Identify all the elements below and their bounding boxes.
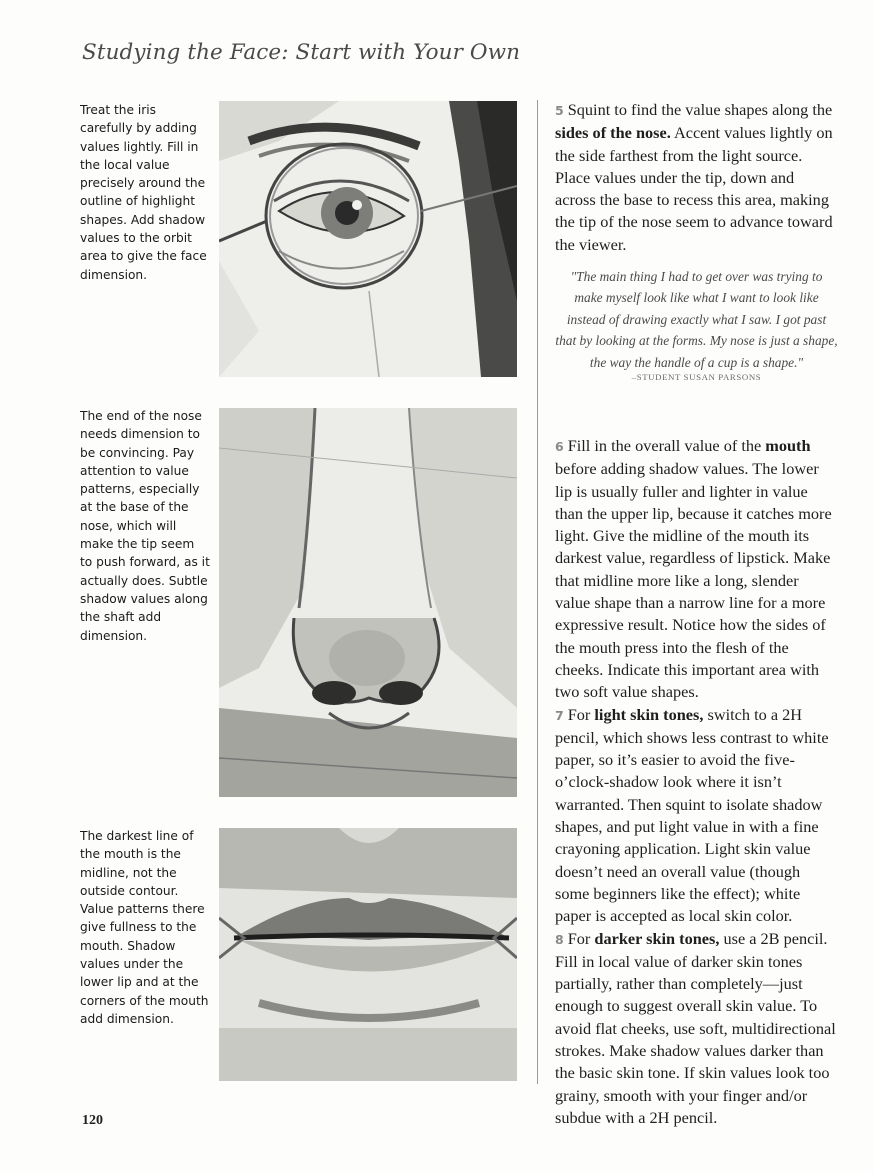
eye-sketch-image xyxy=(219,101,517,377)
step-text: Squint to find the value shapes along the xyxy=(567,100,833,119)
student-quote: "The main thing I had to get over was trying to make myself look like what I want to look like instead of drawing exactly what I saw. I got past that by looking at the forms. My nose is just a shape, the way the handle of a cup is a shape." xyxy=(555,269,838,370)
steps-6-8 xyxy=(555,435,838,1129)
step-number: 5 xyxy=(555,103,564,118)
nose-sketch-image xyxy=(219,408,517,797)
step-text: use a 2B pencil. Fill in local value of darker skin tones partially, rather than completely—just enough to suggest overall skin value. To avoid flat cheeks, use soft, multidirectional strokes. Make shadow values darker than the basic skin tone. If skin values look too grainy, smooth with your finger and/or subdue with a 2H pencil. xyxy=(555,928,836,1127)
step-text: before adding shadow values. The lower lip is usually fuller and lighter in value than the upper lip, because it catches more light. Give the midline of the mouth its darkest value, regardless of lipstick. Make that midline more like a long, slender value shape than a narrow line for a more expressive result. Notice how the sides of the mouth press into the flesh of the cheeks. Indicate this important area with two soft value shapes. xyxy=(555,459,832,702)
step-emphasis: light skin tones, xyxy=(594,704,704,724)
step-7-paragraph xyxy=(555,704,838,928)
step-emphasis: sides of the nose. xyxy=(555,123,671,143)
step-emphasis: mouth xyxy=(765,436,811,455)
column-divider xyxy=(537,100,538,1084)
step-number: 8 xyxy=(555,931,564,947)
step-5-paragraph xyxy=(555,99,838,256)
nose-caption: The end of the nose needs dimension to be convincing. Pay attention to value patterns, especially at the base of the nose, which will make the tip seem to push forward, as it actually does. Subtle shadow values along the shaft add dimension. xyxy=(80,409,210,643)
step-number: 7 xyxy=(555,707,564,723)
step-8-paragraph xyxy=(555,928,838,1130)
step-text: Accent values lightly on the side farthest from the light source. Place values under the tip, down and across the base to recess this area, making the tip of the nose seem to advance toward the viewer. xyxy=(555,123,833,254)
step-text: For xyxy=(567,704,595,724)
step-text: For xyxy=(567,928,595,948)
mouth-sketch-image xyxy=(219,828,517,1081)
step-6-paragraph xyxy=(555,435,838,704)
step-emphasis: darker skin tones, xyxy=(594,928,720,948)
step-number: 6 xyxy=(555,439,564,454)
page-header-title: Studying the Face: Start with Your Own xyxy=(82,40,521,65)
mouth-caption: The darkest line of the mouth is the midline, not the outside contour. Value patterns there give fullness to the mouth. Shadow values under the lower lip and at the corners of the mouth add dimension. xyxy=(80,829,209,1026)
page-number: 120 xyxy=(82,1113,103,1128)
step-text: Fill in the overall value of the xyxy=(567,436,766,455)
step-text: switch to a 2H pencil, which shows less contrast to white paper, so it’s easier to avoid the five-o’clock-shadow look where it isn’t warranted. Then squint to isolate shadow shapes, and put light value in with a fine crayoning application. Light skin value doesn’t need an overall value (though some beginners like the effect); white paper is accepted as local skin color. xyxy=(555,704,829,926)
quote-attribution: –STUDENT SUSAN PARSONS xyxy=(631,372,762,382)
eye-caption: Treat the iris carefully by adding values lightly. Fill in the local value precisely around the outline of highlight shapes. Add shadow values to the orbit area to give the face dimension. xyxy=(80,103,207,282)
